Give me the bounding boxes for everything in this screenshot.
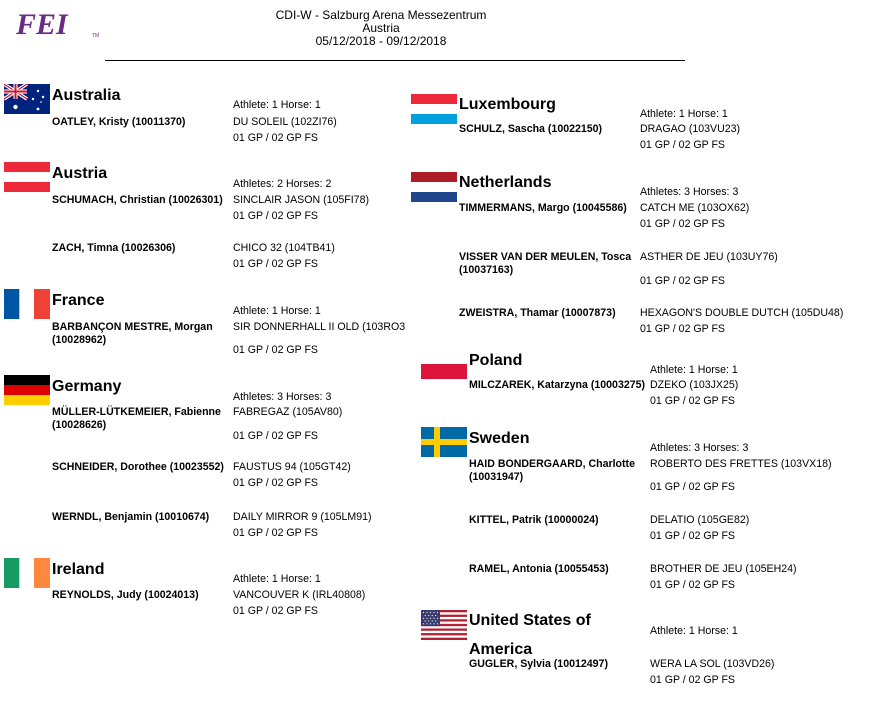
- germany-flag: [4, 375, 50, 405]
- classes: 01 GP / 02 GP FS: [650, 530, 735, 542]
- luxembourg-flag: [411, 94, 457, 124]
- athlete-name: OATLEY, Kristy (10011370): [52, 116, 186, 128]
- country-summary: Athletes: 2 Horses: 2: [233, 178, 332, 190]
- athlete-name: SCHULZ, Sascha (10022150): [459, 123, 603, 135]
- classes: 01 GP / 02 GP FS: [640, 139, 725, 151]
- australia-flag: [4, 84, 50, 114]
- country-summary: Athlete: 1 Horse: 1: [233, 305, 321, 317]
- country-name-poland: Poland: [469, 352, 523, 369]
- austria-flag: [4, 162, 50, 192]
- horse-name: SINCLAIR JASON (105FI78): [233, 194, 369, 206]
- country-summary: Athlete: 1 Horse: 1: [233, 573, 321, 585]
- horse-name: ROBERTO DES FRETTES (103VX18): [650, 458, 832, 470]
- country-name-austria: Austria: [52, 165, 108, 182]
- horse-name: DAILY MIRROR 9 (105LM91): [233, 511, 372, 523]
- athlete-name: TIMMERMANS, Margo (10045586): [459, 202, 627, 214]
- country-summary: Athlete: 1 Horse: 1: [650, 625, 738, 637]
- fei-logo: [14, 8, 104, 40]
- country-name-netherlands: Netherlands: [459, 174, 552, 191]
- horse-name: DU SOLEIL (102ZI76): [233, 116, 337, 128]
- fei-logo-tm: TM: [92, 33, 100, 39]
- classes: 01 GP / 02 GP FS: [650, 395, 735, 407]
- country-summary: Athlete: 1 Horse: 1: [640, 108, 728, 120]
- horse-name: SIR DONNERHALL II OLD (103RO3: [233, 321, 406, 333]
- horse-name: CATCH ME (103OX62): [640, 202, 750, 214]
- horse-name: CHICO 32 (104TB41): [233, 242, 335, 254]
- event-country: Austria: [362, 21, 400, 35]
- event-name: CDI-W - Salzburg Arena Messezentrum: [275, 8, 487, 22]
- country-name-france: France: [52, 292, 105, 309]
- horse-name: DRAGAO (103VU23): [640, 123, 741, 135]
- horse-name: HEXAGON'S DOUBLE DUTCH (105DU48): [640, 307, 844, 319]
- athlete-name: RAMEL, Antonia (10055453): [469, 563, 609, 575]
- horse-name: BROTHER DE JEU (105EH24): [650, 563, 797, 575]
- fei-logo-text: FEI: [16, 8, 68, 40]
- horse-name: WERA LA SOL (103VD26): [650, 658, 775, 670]
- country-summary: Athlete: 1 Horse: 1: [650, 364, 738, 376]
- athlete-name: GUGLER, Sylvia (10012497): [469, 658, 608, 670]
- header-rule: [105, 60, 685, 61]
- classes: 01 GP / 02 GP FS: [233, 344, 318, 356]
- classes: 01 GP / 02 GP FS: [650, 579, 735, 591]
- country-summary: Athletes: 3 Horses: 3: [650, 442, 749, 454]
- classes: 01 GP / 02 GP FS: [650, 481, 735, 493]
- classes: 01 GP / 02 GP FS: [233, 210, 318, 222]
- horse-name: DZEKO (103JX25): [650, 379, 739, 391]
- athlete-name: VISSER VAN DER MEULEN, Tosca (10037163): [459, 251, 632, 276]
- country-name-luxembourg: Luxembourg: [459, 96, 556, 113]
- horse-name: DELATIO (105GE82): [650, 514, 750, 526]
- horse-name: ASTHER DE JEU (103UY76): [640, 251, 778, 263]
- classes: 01 GP / 02 GP FS: [640, 323, 725, 335]
- athlete-name: SCHUMACH, Christian (10026301): [52, 194, 223, 206]
- classes: 01 GP / 02 GP FS: [640, 218, 725, 230]
- athlete-name: REYNOLDS, Judy (10024013): [52, 589, 199, 601]
- athlete-name: SCHNEIDER, Dorothee (10023552): [52, 461, 224, 473]
- sweden-flag: [421, 427, 467, 457]
- classes: 01 GP / 02 GP FS: [233, 605, 318, 617]
- classes: 01 GP / 02 GP FS: [640, 275, 725, 287]
- country-name-usa-line2: America: [469, 641, 533, 658]
- athlete-name: WERNDL, Benjamin (10010674): [52, 511, 210, 523]
- country-name-sweden: Sweden: [469, 430, 530, 447]
- ireland-flag: [4, 558, 50, 588]
- country-name-usa-line1: United States of: [469, 612, 591, 629]
- classes: 01 GP / 02 GP FS: [233, 132, 318, 144]
- usa-flag: [421, 610, 467, 640]
- athlete-name: BARBANÇON MESTRE, Morgan (10028962): [52, 321, 213, 346]
- country-summary: Athletes: 3 Horses: 3: [640, 186, 739, 198]
- france-flag: [4, 289, 50, 319]
- athlete-name: ZWEISTRA, Thamar (10007873): [459, 307, 616, 319]
- poland-flag: [421, 349, 467, 379]
- athlete-name: ZACH, Timna (10026306): [52, 242, 176, 254]
- country-name-germany: Germany: [52, 378, 122, 395]
- athlete-name: KITTEL, Patrik (10000024): [469, 514, 599, 526]
- country-summary: Athletes: 3 Horses: 3: [233, 391, 332, 403]
- classes: 01 GP / 02 GP FS: [233, 430, 318, 442]
- athlete-name: HAID BONDERGAARD, Charlotte (10031947): [469, 458, 635, 483]
- classes: 01 GP / 02 GP FS: [650, 674, 735, 686]
- classes: 01 GP / 02 GP FS: [233, 258, 318, 270]
- horse-name: FAUSTUS 94 (105GT42): [233, 461, 351, 473]
- country-name-australia: Australia: [52, 87, 121, 104]
- horse-name: VANCOUVER K (IRL40808): [233, 589, 366, 601]
- country-name-ireland: Ireland: [52, 561, 105, 578]
- country-summary: Athlete: 1 Horse: 1: [233, 99, 321, 111]
- event-header: [250, 9, 512, 48]
- athlete-name: MÜLLER-LÜTKEMEIER, Fabienne (10028626): [52, 406, 221, 431]
- netherlands-flag: [411, 172, 457, 202]
- classes: 01 GP / 02 GP FS: [233, 477, 318, 489]
- horse-name: FABREGAZ (105AV80): [233, 406, 343, 418]
- athlete-name: MILCZAREK, Katarzyna (10003275): [469, 379, 646, 391]
- classes: 01 GP / 02 GP FS: [233, 527, 318, 539]
- event-dates: 05/12/2018 - 09/12/2018: [315, 34, 447, 48]
